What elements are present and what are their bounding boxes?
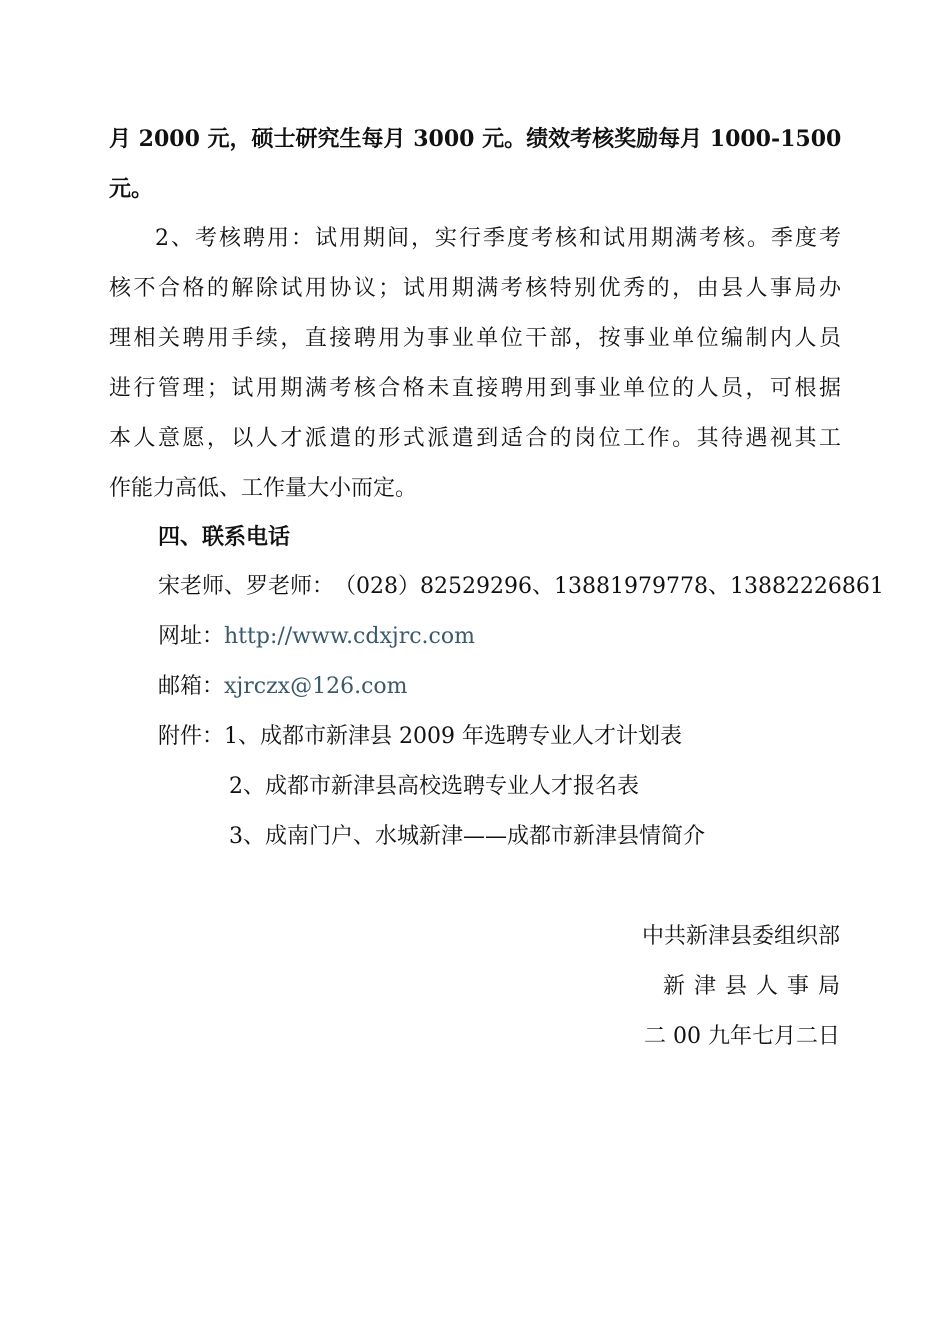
email-row bbox=[158, 672, 408, 702]
attachment-item-1: 1、成都市新津县 2009 年选聘专业人才计划表 bbox=[224, 724, 682, 749]
assessment-line-6: 作能力高低、工作量大小而定。 bbox=[109, 476, 418, 501]
email-link[interactable]: xjrczx@126.com bbox=[224, 674, 408, 699]
assessment-line-3: 理相关聘用手续，直接聘用为事业单位干部，按事业单位编制内人员 bbox=[109, 326, 841, 351]
salary-line-2: 元。 bbox=[109, 176, 154, 202]
assessment-line-1: 2、考核聘用：试用期间，实行季度考核和试用期满考核。季度考 bbox=[155, 226, 841, 251]
signature-org-1: 中共新津县委组织部 bbox=[641, 924, 840, 949]
assessment-line-5: 本人意愿，以人才派遣的形式派遣到适合的岗位工作。其待遇视其工 bbox=[109, 426, 841, 451]
phone-row bbox=[158, 572, 884, 602]
signature-org-2: 新津县人事局 bbox=[662, 974, 849, 999]
signature-date: 二 00 九年七月二日 bbox=[644, 1024, 840, 1049]
phone-numbers: （028）82529296、13881979778、13882226861 bbox=[334, 574, 884, 599]
attachments-label: 附件： bbox=[158, 724, 225, 749]
attachment-item-2: 2、成都市新津县高校选聘专业人才报名表 bbox=[229, 774, 639, 799]
website-row bbox=[158, 622, 475, 652]
salary-line-1: 月 2000 元，硕士研究生每月 3000 元。绩效考核奖励每月 1000-1500 bbox=[109, 126, 842, 152]
attachment-item-3: 3、成南门户、水城新津——成都市新津县情简介 bbox=[229, 824, 705, 849]
email-label: 邮箱： bbox=[158, 674, 225, 699]
website-label: 网址： bbox=[158, 624, 225, 649]
attachments-row bbox=[158, 722, 682, 752]
website-link[interactable]: http://www.cdxjrc.com bbox=[224, 624, 475, 649]
assessment-line-4: 进行管理；试用期满考核合格未直接聘用到事业单位的人员，可根据 bbox=[109, 376, 841, 401]
phone-label: 宋老师、罗老师： bbox=[158, 574, 335, 599]
contact-heading: 四、联系电话 bbox=[158, 524, 291, 550]
assessment-line-2: 核不合格的解除试用协议；试用期满考核特别优秀的，由县人事局办 bbox=[109, 276, 841, 301]
